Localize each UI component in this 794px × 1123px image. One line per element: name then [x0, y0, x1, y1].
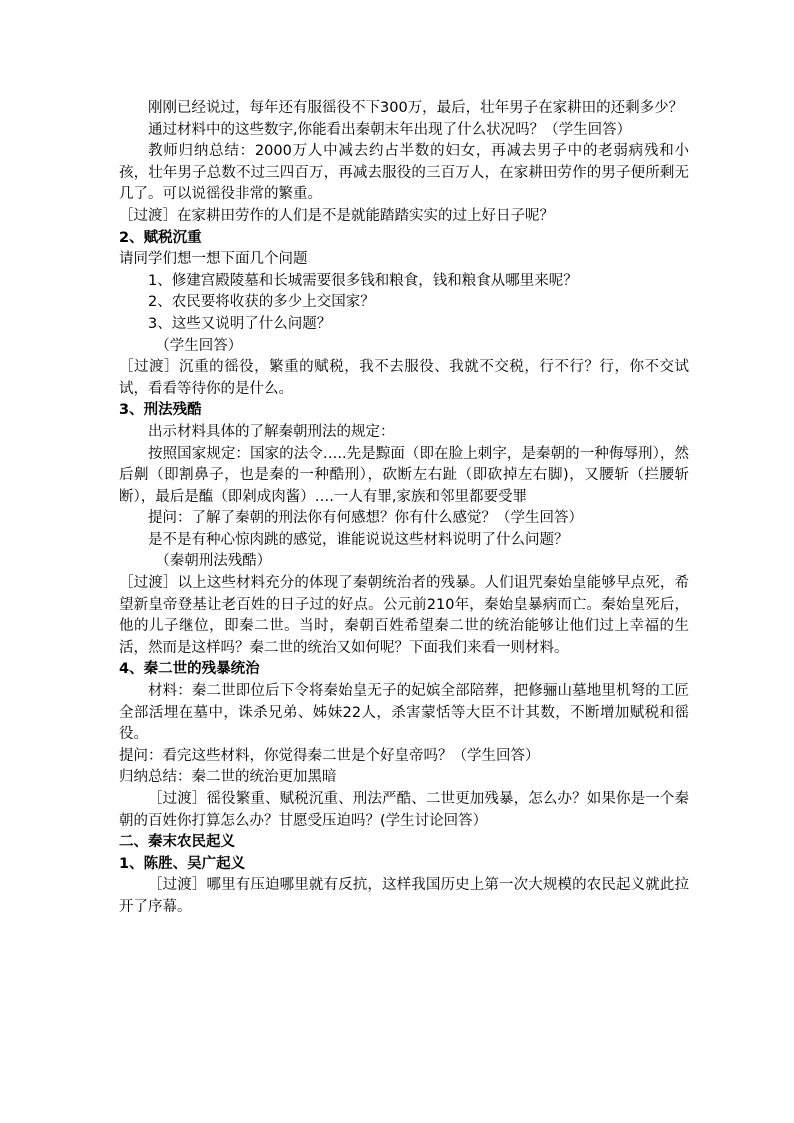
paragraph-second-emperor-question: 提问：看完这些材料，你觉得秦二世是个好皇帝吗？（学生回答）	[119, 747, 540, 764]
heading-peasant-uprising: 二、秦末农民起义	[119, 834, 235, 851]
question-item-1: 1、修建宫殿陵墓和长城需要很多钱和粮食，钱和粮食从哪里来呢？	[148, 272, 578, 289]
paragraph-second-emperor-summary: 归纳总结：秦二世的统治更加黑暗	[119, 769, 337, 786]
heading-second-emperor: 4、秦二世的残暴统治	[119, 661, 260, 678]
document-page	[119, 98, 689, 919]
paragraph-law-question: 提问：了解了秦朝的刑法你有何感想？你有什么感觉？（学生回答）	[148, 510, 583, 527]
paragraph-teacher-summary: 教师归纳总结：2000万人中减去约占半数的妇女，再减去男子中的老弱病残和小孩，壮年男子总数不过三四百万，再减去服役的三百万人，在家耕田劳作的男子便所剩无几了。可以说徭役非常的繁重。	[119, 143, 689, 203]
question-item-3: 3、这些又说明了什么问题？	[148, 315, 332, 332]
paragraph-feeling-question: 是不是有种心惊肉跳的感觉，谁能说说这些材料说明了什么问题？	[148, 531, 569, 548]
paragraph-transition-5: ［过渡］哪里有压迫哪里就有反抗，这样我国历史上第一次大规模的农民起义就此拉开了序幕。	[119, 877, 689, 915]
paragraph-transition-1: ［过渡］在家耕田劳作的人们是不是就能踏踏实实的过上好日子呢？	[119, 207, 554, 224]
question-item-2: 2、农民要将收获的多少上交国家？	[148, 294, 375, 311]
paragraph-show-material: 出示材料具体的了解秦朝刑法的规定：	[148, 423, 395, 440]
heading-harsh-laws: 3、刑法残酷	[119, 402, 202, 419]
paragraph-transition-3: ［过渡］以上这些材料充分的体现了秦朝统治者的残暴。人们诅咒秦始皇能够早点死，希望新皇帝登基让老百姓的日子过的好点。公元前210年，秦始皇暴病而亡。秦始皇死后，他的儿子继位，即秦二世。当时，秦朝百姓希望秦二世的统治能够让他们过上幸福的生活，然而是这样吗？秦二世的统治又如何呢？下面我们来看一则材料。	[119, 575, 689, 656]
paragraph-think-questions: 请同学们想一想下面几个问题	[119, 251, 308, 268]
paragraph-transition-4: ［过渡］徭役繁重、赋税沉重、刑法严酷、二世更加残暴，怎么办？如果你是一个秦朝的百姓你打算怎么办？甘愿受压迫吗？(学生讨论回答）	[119, 791, 689, 829]
paragraph-student-answer: （学生回答）	[155, 337, 243, 354]
paragraph-corvee-question: 刚刚已经说过，每年还有服徭役不下300万，最后，壮年男子在家耕田的还剩多少？	[148, 100, 684, 116]
paragraph-transition-2: ［过渡］沉重的徭役，繁重的赋税，我不去服役、我就不交税，行不行？行，你不交试试，看看等待你的是什么。	[119, 359, 689, 397]
paragraph-situation-question: 通过材料中的这些数字,你能看出秦朝末年出现了什么状况吗？（学生回答）	[148, 121, 632, 138]
heading-chen-wu-uprising: 1、陈胜、吴广起义	[119, 855, 246, 872]
heading-heavy-taxes: 2、赋税沉重	[119, 229, 202, 246]
paragraph-law-material: 按照国家规定：国家的法令…..先是黥面（即在脸上刺字，是秦朝的一种侮辱刑），然后劓（即割鼻子，也是秦的一种酷刑），砍断左右趾（即砍掉左右脚)，又腰斩（拦腰斩断），最后是醢（即剁成肉酱）….一人有罪,家族和邻里都要受罪	[119, 445, 689, 505]
paragraph-law-conclusion: （秦朝刑法残酷）	[155, 553, 272, 570]
paragraph-second-emperor-material: 材料：秦二世即位后下令将秦始皇无子的妃嫔全部陪葬，把修骊山墓地里机弩的工匠全部活埋在墓中，诛杀兄弟、姊妹22人，杀害蒙恬等大臣不计其数，不断增加赋税和徭役。	[119, 683, 689, 743]
